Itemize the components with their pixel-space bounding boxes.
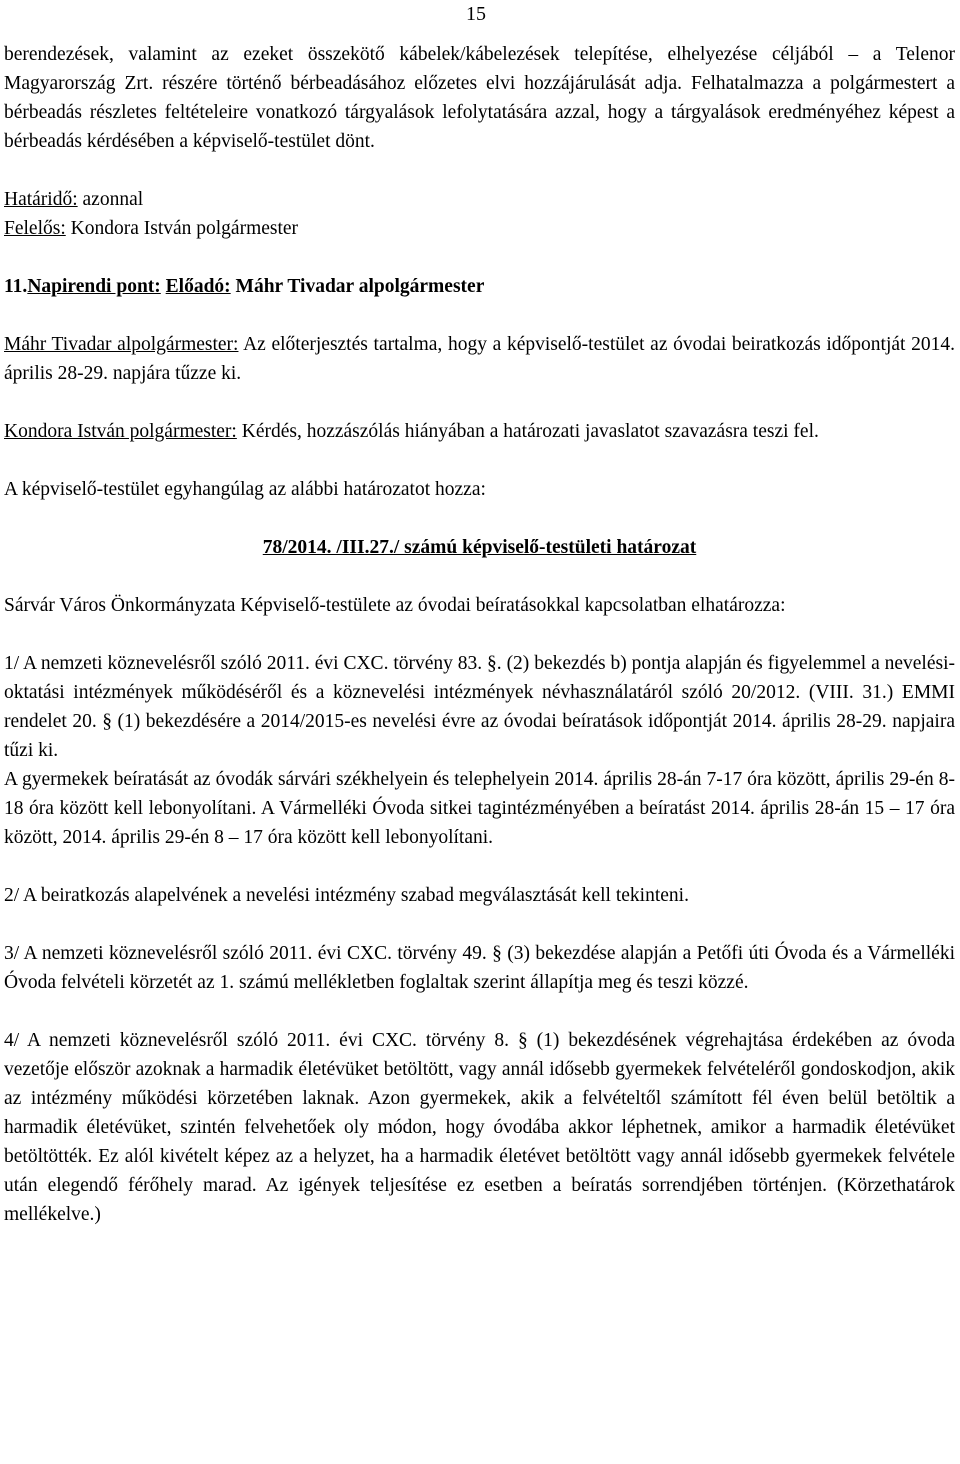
deadline-label: Határidő: — [4, 189, 78, 210]
speech-1-speaker: Máhr Tivadar alpolgármester: — [4, 334, 239, 355]
deadline-line — [4, 185, 955, 214]
speech-paragraph-2 — [4, 417, 955, 446]
speech-1-text: Az előterjesztés tartalma, hogy a képviselő-testület az óvodai beiratkozás időpontját 2014. április 28-29. napjára tűzze ki. — [4, 334, 955, 384]
resolution-item-1-continued: A gyermekek beíratását az óvodák sárvári székhelyein és telephelyein 2014. április 28-án 7-17 óra között, április 29-én 8-18 óra között kell lebonyolítani. A Vármelléki Óvoda sitkei tagintézményében a beíratást 2014. április 28-án 15 – 17 óra között, 2014. április 29-én 8 – 17 óra között kell lebonyolítani. — [4, 769, 955, 848]
resolution-item-1: 1/ A nemzeti köznevelésről szóló 2011. évi CXC. törvény 83. §. (2) bekezdés b) pontja alapján és figyelemmel a nevelési-oktatási intézmények működéséről és a köznevelési intézmények névhasználatáról szóló 20/2012. (VIII. 31.) EMMI rendelet 20. § (1) bekezdésére a 2014/2015-es nevelési évre az óvodai beíratások időpontját 2014. április 28-29. napjaira tűzi ki. — [4, 653, 955, 761]
page-number: 15 — [466, 3, 486, 25]
agenda-speaker: Máhr Tivadar alpolgármester — [230, 276, 485, 297]
responsible-label: Felelős: — [4, 218, 66, 239]
speech-2-text: Kérdés, hozzászólás hiányában a határozati javaslatot szavazásra teszi fel. — [236, 421, 819, 442]
resolution-item-3: 3/ A nemzeti köznevelésről szóló 2011. évi CXC. törvény 49. § (3) bekezdése alapján a Petőfi úti Óvoda és a Vármelléki Óvoda felvételi körzetét az 1. számú mellékletben foglaltak szerint állapítja meg és teszi közzé. — [4, 943, 955, 993]
responsible-value: Kondora István polgármester — [65, 218, 299, 239]
responsible-line — [4, 214, 955, 243]
deadline-value: azonnal — [77, 189, 144, 210]
resolution-intro: Sárvár Város Önkormányzata Képviselő-testülete az óvodai beíratásokkal kapcsolatban elhatározza: — [4, 595, 786, 616]
agenda-title: Napirendi pont: — [27, 276, 161, 297]
agenda-heading — [4, 272, 955, 301]
speech-2-speaker: Kondora István polgármester: — [4, 421, 237, 442]
agenda-number: 11. — [4, 276, 28, 297]
document-body — [4, 40, 955, 1229]
resolution-item-4: 4/ A nemzeti köznevelésről szóló 2011. évi CXC. törvény 8. § (1) bekezdésének végrehajtása érdekében az óvoda vezetője először azoknak a harmadik életévüket betöltött, vagy annál idősebb gyermekek felvételéről gondoskodjon, akik az intézmény működési körzetében laknak. Azon gyermekek, akik a felvételtől számított fél éven belül betöltik a harmadik életévüket, szintén felvehetőek oly módon, hogy óvodába akkor léphetnek, amikor a harmadik életévüket betöltötték. Ez alól kivételt képez az a helyzet, ha a harmadik életévet betöltött vagy annál idősebb gyermekek felvétele után elegendő férőhely marad. Az igények teljesítése ez esetben a beíratás sorrendjében történjen. (Körzethatárok mellékelve.) — [4, 1030, 955, 1225]
agenda-speaker-label: Előadó: — [165, 276, 231, 297]
speech-paragraph-1 — [4, 330, 955, 388]
intro-paragraph: berendezések, valamint az ezeket összekötő kábelek/kábelezések telepítése, elhelyezése céljából – a Telenor Magyarország Zrt. részére történő bérbeadásához előzetes elvi hozzájárulását adja. Felhatalmazza a polgármestert a bérbeadás részletes feltételeire vonatkozó tárgyalások lefolytatására azzal, hogy a tárgyalások eredményéhez képest a bérbeadás kérdésében a képviselő-testület dönt. — [4, 44, 955, 152]
resolution-title: 78/2014. /III.27./ számú képviselő-testületi határozat — [262, 537, 697, 558]
vote-line: A képviselő-testület egyhangúlag az alábbi határozatot hozza: — [4, 479, 486, 500]
resolution-item-2: 2/ A beiratkozás alapelvének a nevelési intézmény szabad megválasztását kell tekinteni. — [4, 885, 689, 906]
